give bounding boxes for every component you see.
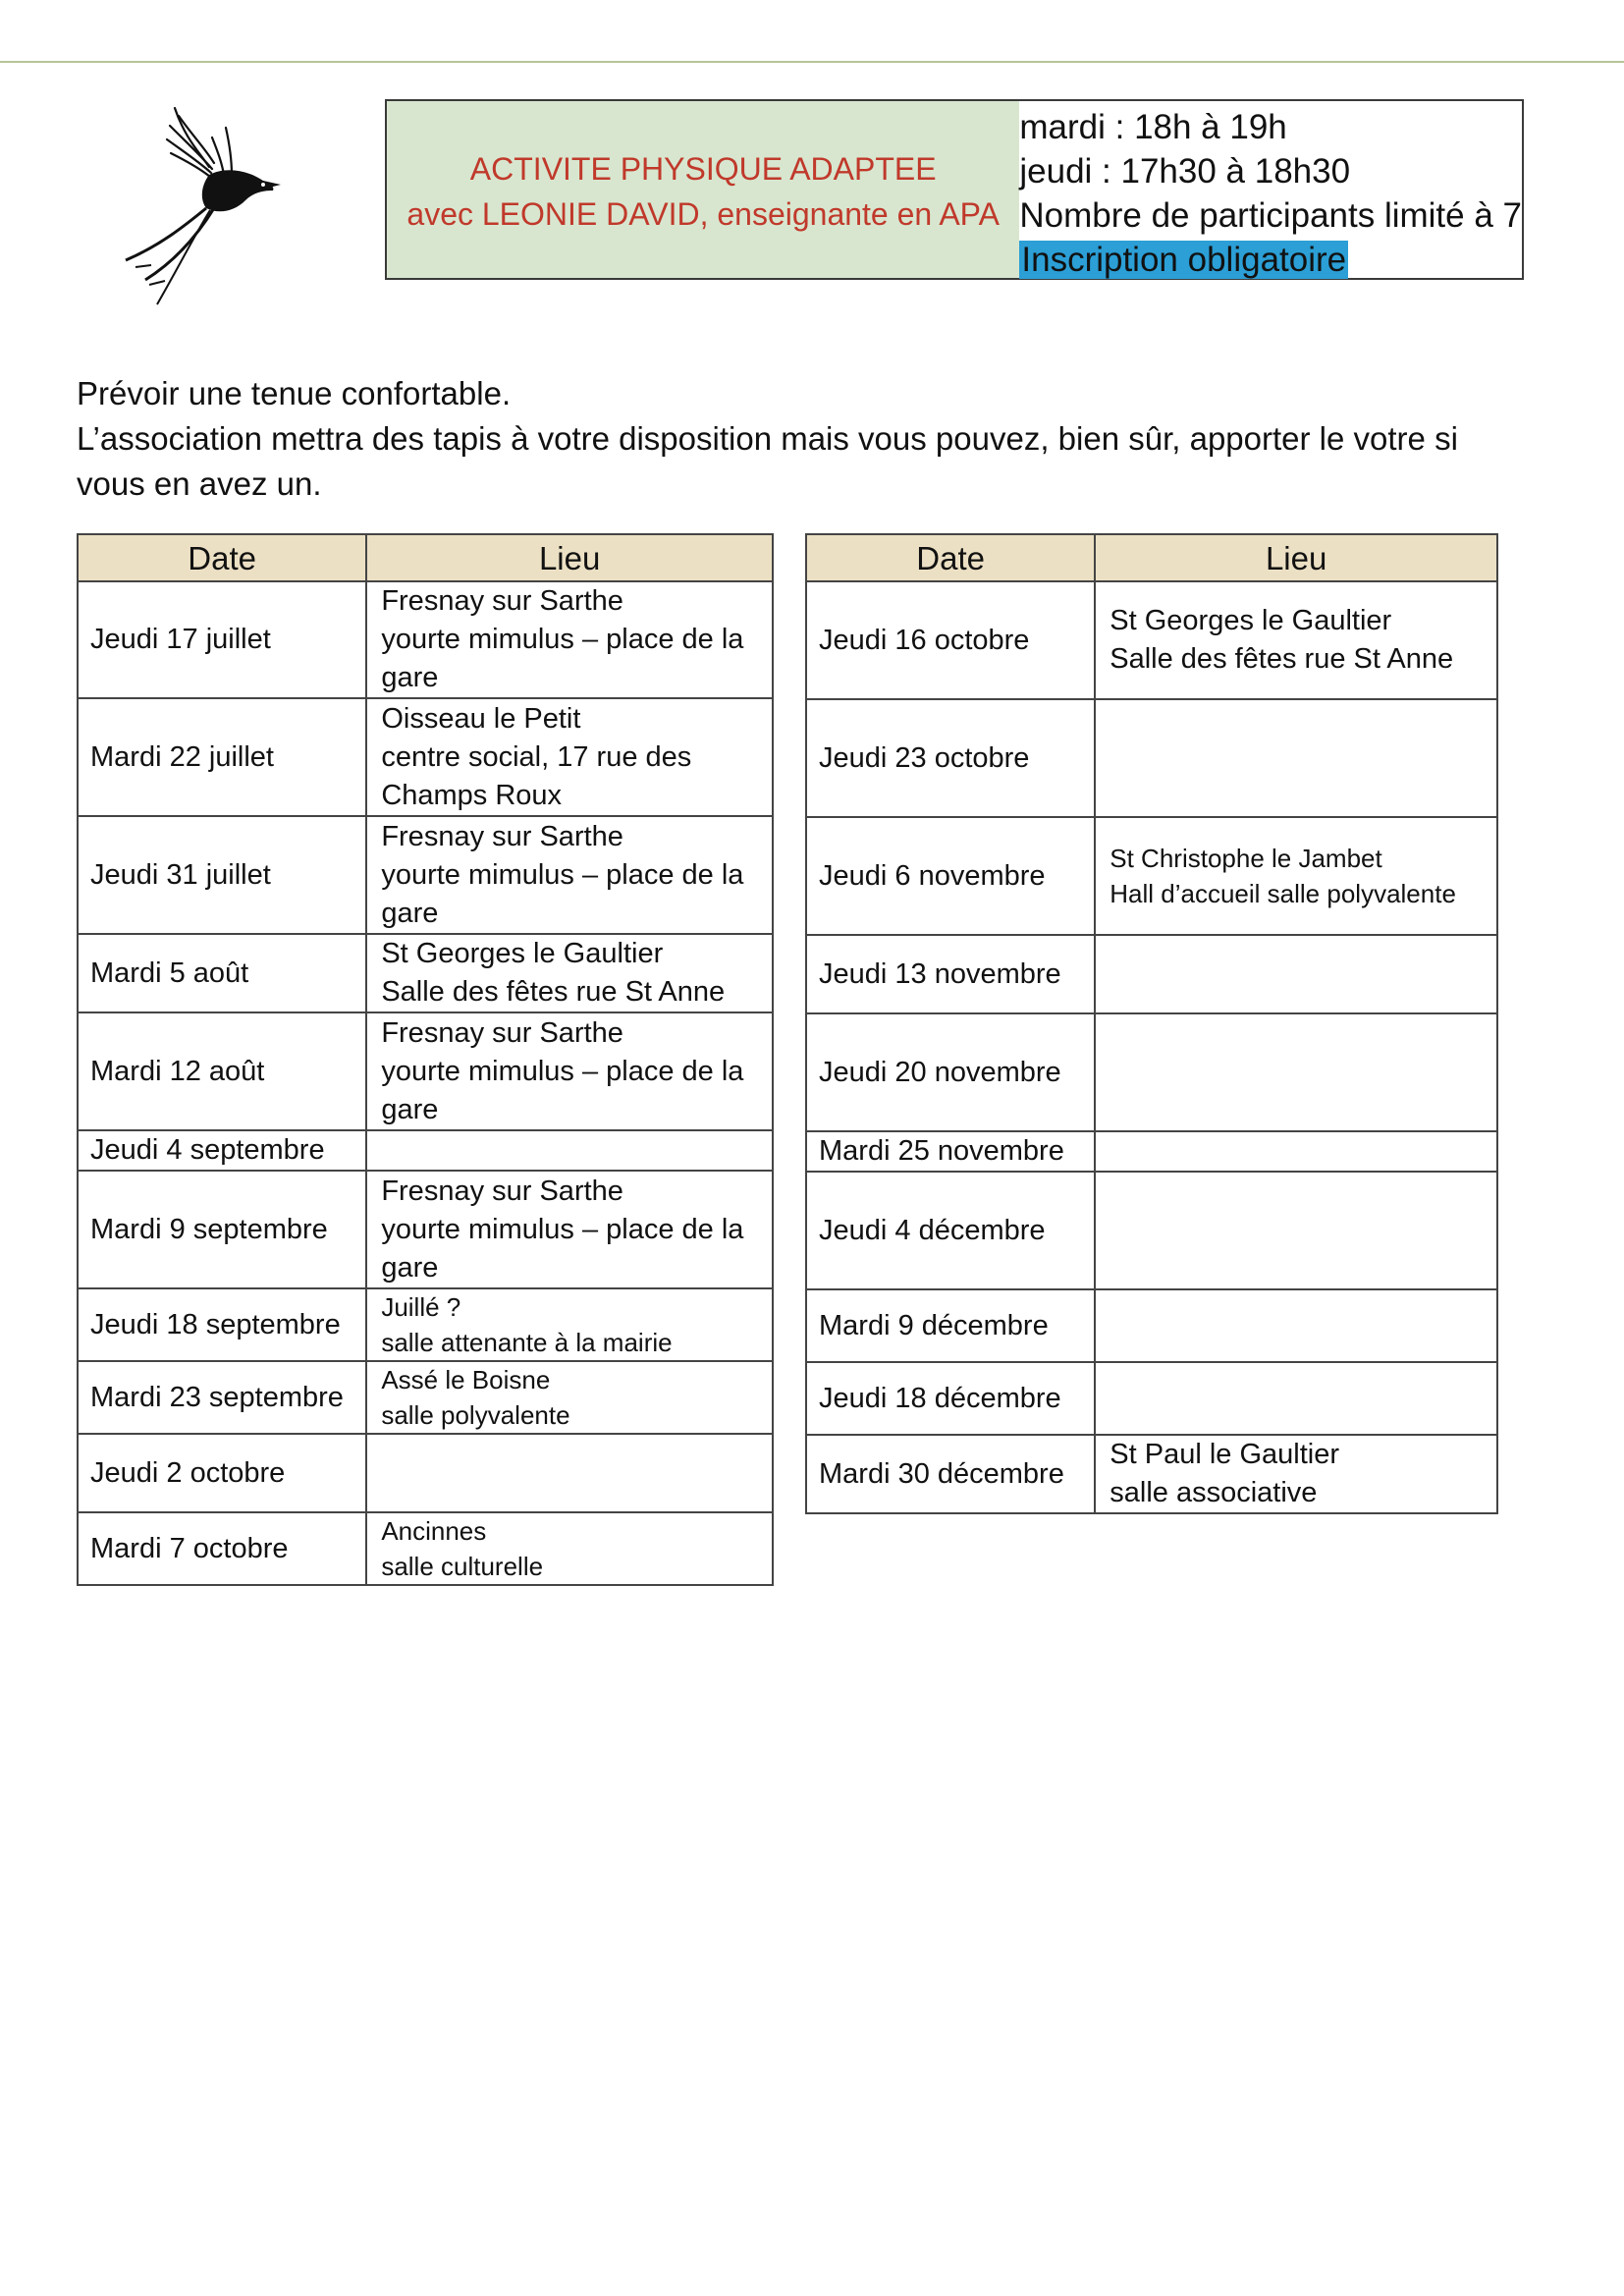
date-cell: Jeudi 4 décembre [806,1172,1095,1289]
swallow-bird-logo [116,98,312,314]
table-row [806,1435,1497,1513]
lieu-cell [1095,935,1497,1013]
schedule-panel [1019,101,1522,278]
date-cell: Jeudi 17 juillet [78,581,366,698]
lieu-column-header: Lieu [366,534,773,581]
date-cell: Jeudi 18 septembre [78,1288,366,1361]
activity-title: ACTIVITE PHYSIQUE ADAPTEE [469,151,937,187]
lieu-cell [366,816,773,934]
table-row [806,817,1497,935]
table-row [806,1172,1497,1289]
lieu-town: St Christophe le Jambet [1110,844,1382,873]
lieu-cell [366,1361,773,1434]
lieu-cell [1095,1131,1497,1172]
table-row [78,1512,773,1585]
date-cell: Mardi 22 juillet [78,698,366,816]
schedule-thursday: jeudi : 17h30 à 18h30 [1019,152,1351,191]
table-row [78,1130,773,1171]
table-row [78,1434,773,1512]
date-cell: Mardi 25 novembre [806,1131,1095,1172]
date-cell: Mardi 9 septembre [78,1171,366,1288]
table-row [78,1288,773,1361]
date-cell: Jeudi 2 octobre [78,1434,366,1512]
table-header-row [806,534,1497,581]
lieu-cell [366,1434,773,1512]
lieu-town: Fresnay sur Sarthe [381,1016,623,1049]
lieu-cell [366,1288,773,1361]
lieu-venue: yourte mimulus – place de la gare [381,624,744,693]
lieu-column-header: Lieu [1095,534,1497,581]
table-header-row [78,534,773,581]
schedule-table-left-body [78,581,773,1585]
registration-required: Inscription obligatoire [1021,241,1347,279]
table-row [806,581,1497,699]
intro-line-2: L’association mettra des tapis à votre disposition mais vous pouvez, bien sûr, apporter le votre si vous en avez un. [77,420,1458,502]
lieu-venue: yourte mimulus – place de la gare [381,1213,744,1284]
lieu-venue: centre social, 17 rue des Champs Roux [381,740,692,811]
date-cell: Mardi 12 août [78,1012,366,1130]
lieu-cell [1095,1013,1497,1131]
lieu-cell [366,698,773,816]
lieu-venue: salle attenante à la mairie [381,1328,673,1357]
intro-text [77,371,1549,507]
lieu-venue: yourte mimulus – place de la gare [381,1055,744,1125]
table-row [806,1013,1497,1131]
lieu-cell [1095,699,1497,817]
lieu-cell [1095,1435,1497,1513]
lieu-cell [1095,1289,1497,1362]
date-cell: Jeudi 16 octobre [806,581,1095,699]
table-row [78,934,773,1012]
schedule-tuesday: mardi : 18h à 19h [1019,108,1287,146]
intro-line-1: Prévoir une tenue confortable. [77,375,512,411]
table-row [806,1131,1497,1172]
lieu-town: St Georges le Gaultier [1110,605,1392,636]
lieu-town: Assé le Boisne [381,1365,551,1394]
lieu-cell [366,1012,773,1130]
participants-limit: Nombre de participants limité à 7 [1019,196,1522,235]
table-row [806,699,1497,817]
lieu-cell [1095,1362,1497,1435]
lieu-town: Fresnay sur Sarthe [381,585,623,617]
table-row [78,1012,773,1130]
schedule-table-left [77,533,774,1586]
lieu-town: Ancinnes [381,1516,487,1546]
table-row [806,1362,1497,1435]
table-row [806,1289,1497,1362]
date-column-header: Date [78,534,366,581]
lieu-cell [1095,1172,1497,1289]
date-cell: Jeudi 13 novembre [806,935,1095,1013]
lieu-cell [366,1130,773,1171]
lieu-cell [366,1512,773,1585]
table-row [78,816,773,934]
table-row [78,698,773,816]
table-row [78,581,773,698]
lieu-venue: salle associative [1110,1477,1318,1508]
lieu-cell [366,581,773,698]
lieu-venue: Hall d’accueil salle polyvalente [1110,879,1456,908]
date-cell: Mardi 30 décembre [806,1435,1095,1513]
date-cell: Jeudi 31 juillet [78,816,366,934]
date-cell: Jeudi 18 décembre [806,1362,1095,1435]
date-cell: Mardi 9 décembre [806,1289,1095,1362]
lieu-town: Fresnay sur Sarthe [381,820,623,852]
schedule-table-right [805,533,1498,1514]
table-row [806,935,1497,1013]
lieu-venue: Salle des fêtes rue St Anne [1110,643,1454,675]
lieu-town: St Paul le Gaultier [1110,1439,1339,1470]
date-cell: Mardi 7 octobre [78,1512,366,1585]
lieu-town: Oisseau le Petit [381,702,581,735]
date-cell: Jeudi 23 octobre [806,699,1095,817]
lieu-town: St Georges le Gaultier [381,938,664,969]
instructor-line: avec LEONIE DAVID, enseignante en APA [406,196,1000,232]
lieu-venue: yourte mimulus – place de la gare [381,858,744,929]
date-cell: Jeudi 4 septembre [78,1130,366,1171]
lieu-venue: Salle des fêtes rue St Anne [381,976,726,1008]
table-row [78,1171,773,1288]
lieu-cell [1095,581,1497,699]
activity-header-box [385,99,1524,280]
lieu-cell [366,934,773,1012]
lieu-venue: salle culturelle [381,1552,544,1581]
table-row [78,1361,773,1434]
lieu-venue: salle polyvalente [381,1400,570,1430]
lieu-cell [366,1171,773,1288]
activity-title-panel [387,101,1019,278]
lieu-town: Fresnay sur Sarthe [381,1175,623,1207]
schedule-table-right-body [806,581,1497,1513]
lieu-town: Juillé ? [381,1292,461,1322]
date-cell: Jeudi 6 novembre [806,817,1095,935]
date-cell: Jeudi 20 novembre [806,1013,1095,1131]
top-divider [0,61,1624,63]
date-cell: Mardi 23 septembre [78,1361,366,1434]
lieu-cell [1095,817,1497,935]
date-column-header: Date [806,534,1095,581]
date-cell: Mardi 5 août [78,934,366,1012]
